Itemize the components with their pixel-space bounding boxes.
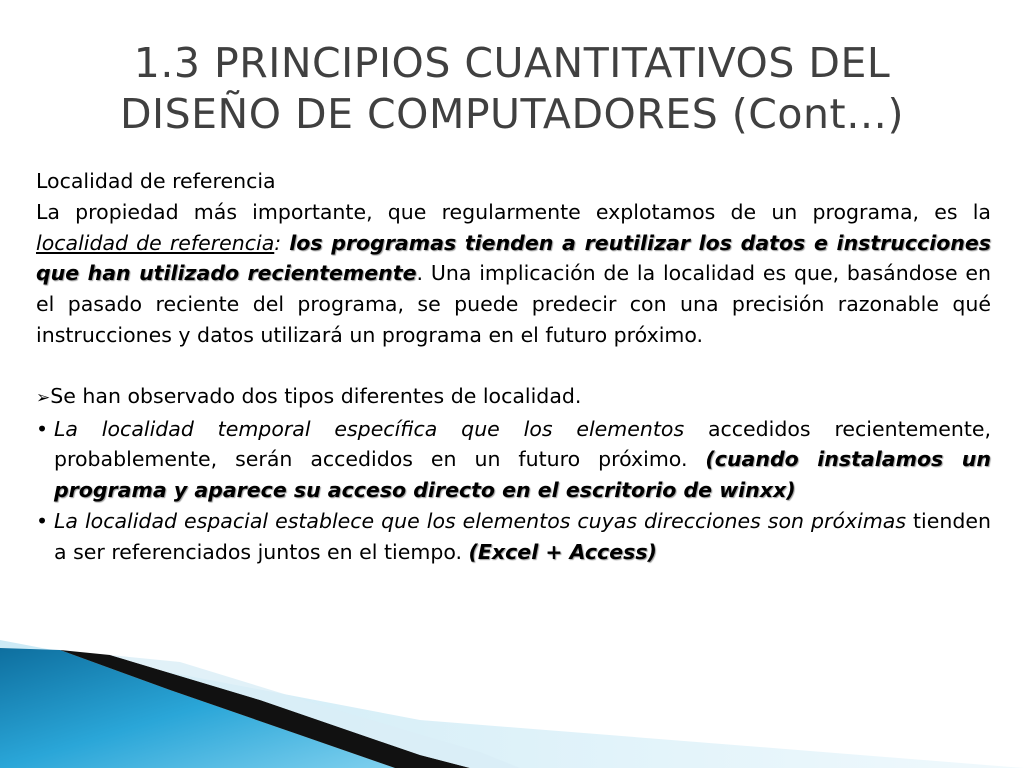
slide-title-line-1: 1.3 PRINCIPIOS CUANTITATIVOS DEL — [133, 39, 891, 87]
key-statement: los programas tienden a reutilizar los datos e instrucciones que han utilizado recientemente — [36, 230, 991, 286]
bullet-icon: • — [36, 416, 49, 441]
espacial-italic: establece que los elementos cuyas direcciones son próximas — [268, 508, 907, 533]
types-heading-text: Se han observado dos tipos diferentes de localidad. — [50, 383, 582, 408]
section-heading: Localidad de referencia — [36, 169, 276, 193]
slide-title-line-2: DISEÑO DE COMPUTADORES (Cont…) — [119, 90, 905, 138]
espacial-term: La localidad espacial — [54, 508, 269, 533]
term-localidad-de-referencia: localidad de referencia — [36, 230, 275, 255]
term-colon: : — [274, 230, 290, 255]
arrow-bullet-icon: ➢ — [36, 387, 51, 408]
paragraph-rest: . Una implicación de la localidad es que, basándose en el pasado reciente del programa, se puede predecir con una precisión razonable qué instrucciones y datos utilizará un programa en el futuro próximo. — [36, 261, 991, 347]
temporal-example: (cuando instalamos un programa y aparece su acceso directo en el escritorio de winxx) — [54, 447, 991, 503]
bullet-icon: • — [36, 508, 49, 533]
espacial-plain: tienden a ser referenciados juntos en el tiempo. — [54, 508, 991, 564]
paragraph-intro: La propiedad más importante, que regularmente explotamos de un programa, es la — [36, 199, 991, 224]
temporal-italic: específica que los elementos — [310, 416, 685, 441]
espacial-example: (Excel + Access) — [468, 539, 657, 564]
temporal-plain: accedidos recientemente, probablemente, serán accedidos en un futuro próximo. — [54, 416, 991, 472]
temporal-term: La localidad temporal — [54, 416, 311, 441]
